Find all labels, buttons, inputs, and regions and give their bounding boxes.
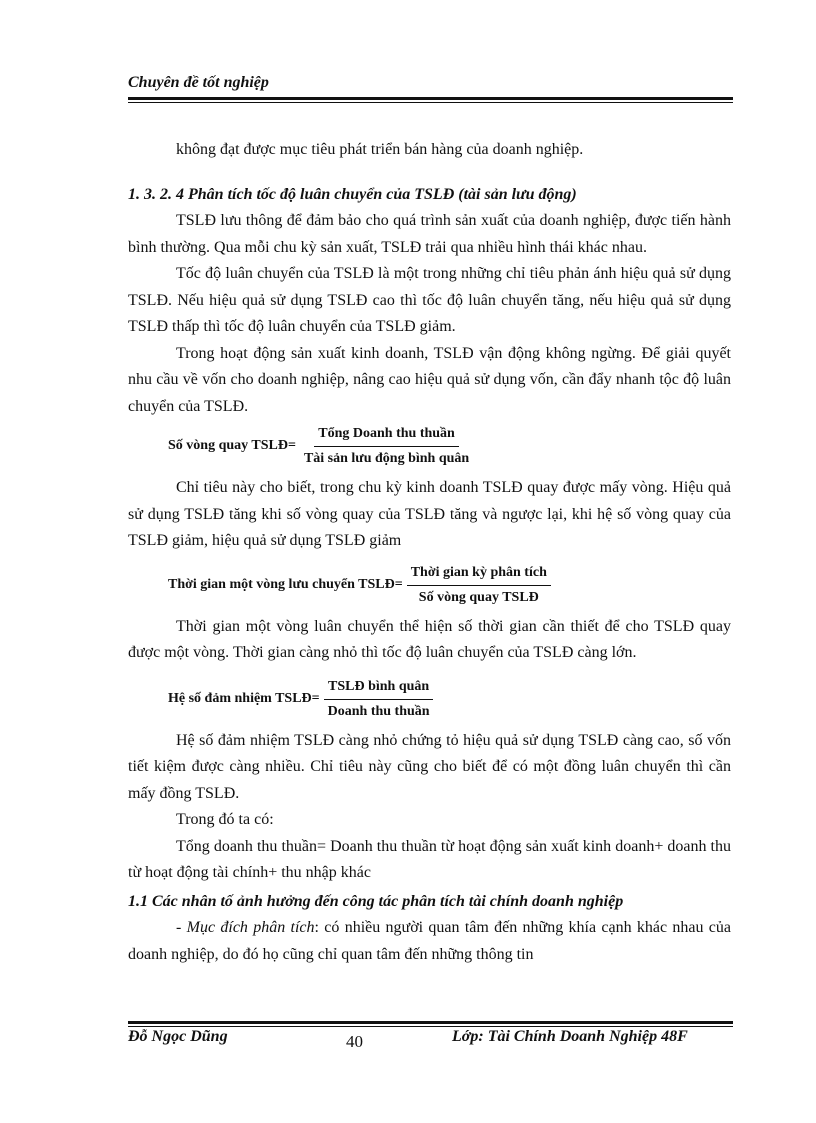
paragraph-rest: : có nhiều người quan tâm đến những khía cạnh khác nhau của doanh nghiệp, do đó họ cũng chỉ quan tâm đến những thông tin bbox=[128, 919, 732, 963]
paragraph: Tốc độ luân chuyển của TSLĐ là một trong những chỉ tiêu phản ánh hiệu quả sử dụng TSLĐ. Nếu hiệu quả sử dụng TSLĐ cao thì tốc độ luân chuyển tăng, nếu hiệu quả sử dụng TSLĐ thấp thì tốc độ luân chuyển của TSLĐ giảm. bbox=[128, 265, 731, 335]
section-heading: 1. 3. 2. 4 Phân tích tốc độ luân chuyển của TSLĐ (tài sản lưu động) bbox=[128, 185, 577, 203]
paragraph-lead: - Mục đích phân tích bbox=[176, 919, 315, 936]
formula-numerator: Tổng Doanh thu thuần bbox=[314, 424, 459, 447]
section-heading: 1.1 Các nhân tố ảnh hưởng đến công tác phân tích tài chính doanh nghiệp bbox=[128, 892, 624, 910]
paragraph: TSLĐ lưu thông để đảm bảo cho quá trình sản xuất của doanh nghiệp, được tiến hành bình thường. Qua mỗi chu kỳ sản xuất, TSLĐ trải qua nhiều hình thái khác nhau. bbox=[128, 212, 731, 256]
footer-rule-thin bbox=[128, 1026, 733, 1027]
formula-fraction bbox=[407, 563, 551, 608]
formula-denominator: Doanh thu thuần bbox=[327, 703, 430, 719]
formula-numerator: Thời gian kỳ phân tích bbox=[407, 563, 551, 586]
page-content bbox=[128, 137, 731, 968]
page-number: 40 bbox=[346, 1032, 363, 1051]
formula-fraction bbox=[324, 677, 434, 722]
formula-label: Hệ số đảm nhiệm TSLĐ= bbox=[168, 690, 320, 706]
paragraph: Tổng doanh thu thuần= Doanh thu thuần từ hoạt động sản xuất kinh doanh+ doanh thu từ hoạt động tài chính+ thu nhập khác bbox=[128, 837, 731, 881]
paragraph: không đạt được mục tiêu phát triển bán hàng của doanh nghiệp. bbox=[176, 141, 584, 158]
formula-fraction bbox=[300, 424, 473, 469]
formula-turnover bbox=[168, 424, 731, 469]
header-rule-thin bbox=[128, 102, 733, 103]
footer-class: Lớp: Tài Chính Doanh Nghiệp 48F bbox=[452, 1028, 688, 1045]
formula-cycle-time bbox=[168, 563, 731, 608]
formula-denominator: Tài sản lưu động bình quân bbox=[303, 451, 470, 466]
formula-label: Số vòng quay TSLĐ= bbox=[168, 438, 296, 454]
footer-author: Đỗ Ngọc Dũng bbox=[128, 1028, 228, 1045]
header-rule bbox=[128, 97, 733, 100]
paragraph: Trong hoạt động sản xuất kinh doanh, TSLĐ vận động không ngừng. Để giải quyết nhu cầu về vốn cho doanh nghiệp, nâng cao hiệu quả sử dụng vốn, cần đẩy nhanh tộc độ luân chuyển của TSLĐ. bbox=[128, 344, 731, 415]
formula-label: Thời gian một vòng lưu chuyển TSLĐ= bbox=[168, 576, 403, 592]
paragraph: Trong đó ta có: bbox=[176, 811, 274, 828]
header-title: Chuyên đề tốt nghiệp bbox=[128, 74, 269, 91]
formula-coefficient bbox=[168, 677, 731, 722]
paragraph: Hệ số đảm nhiệm TSLĐ càng nhỏ chứng tỏ hiệu quả sử dụng TSLĐ càng cao, số vốn tiết kiệm được càng nhiều. Chỉ tiêu này cũng cho biết để có một đồng luân chuyển thì cần mấy đồng TSLĐ. bbox=[128, 731, 731, 802]
paragraph: Chỉ tiêu này cho biết, trong chu kỳ kinh doanh TSLĐ quay được mấy vòng. Hiệu quả sử dụng TSLĐ tăng khi số vòng quay của TSLĐ tăng và ngược lại, khi hệ số vòng quay của TSLĐ giảm, hiệu quả sử dụng TSLĐ giảm bbox=[128, 479, 731, 549]
paragraph bbox=[128, 915, 731, 968]
footer-rule bbox=[128, 1021, 733, 1024]
formula-denominator: Số vòng quay TSLĐ bbox=[418, 589, 539, 605]
paragraph: Thời gian một vòng luân chuyển thể hiện số thời gian cần thiết để cho TSLĐ quay được một vòng. Thời gian càng nhỏ thì tốc độ luân chuyển của TSLĐ càng lớn. bbox=[128, 617, 731, 661]
formula-numerator: TSLĐ bình quân bbox=[324, 677, 433, 700]
